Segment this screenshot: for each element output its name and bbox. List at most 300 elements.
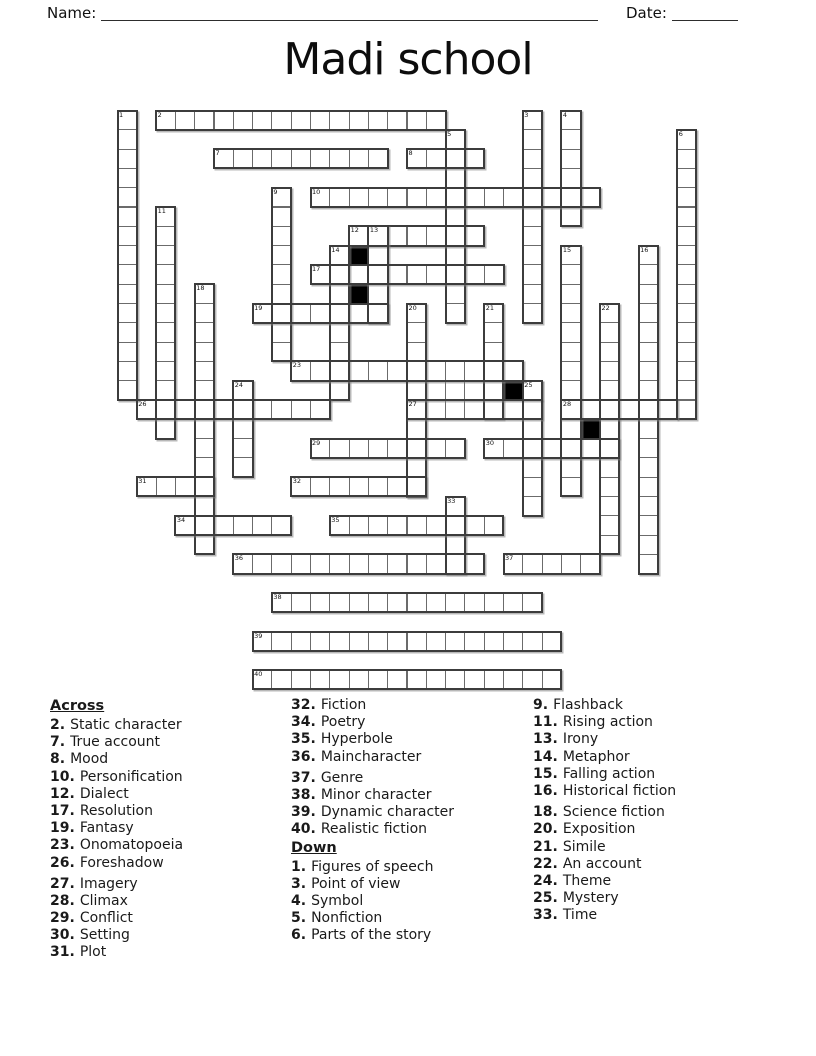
clue-number: 14. <box>533 748 558 765</box>
grid-cell <box>445 515 465 535</box>
grid-cell <box>329 187 349 207</box>
grid-cell <box>329 303 349 323</box>
grid-cell <box>117 226 137 246</box>
grid-cell <box>600 515 620 535</box>
grid-cell <box>484 380 504 400</box>
grid-cell <box>561 149 581 169</box>
grid-cell <box>156 342 176 362</box>
grid-cell <box>310 110 330 130</box>
grid-cell <box>561 187 581 207</box>
clue-number: 34. <box>291 714 316 731</box>
clue-item <box>50 876 290 893</box>
grid-cell <box>310 670 330 690</box>
grid-cell <box>407 380 427 400</box>
grid-cell <box>445 168 465 188</box>
grid-cell <box>387 670 407 690</box>
grid-cell <box>349 593 369 613</box>
grid-cell <box>117 149 137 169</box>
cell-number: 26 <box>138 400 147 408</box>
cell-number: 28 <box>562 400 572 408</box>
grid-cell <box>522 149 542 169</box>
clue-number: 27. <box>50 875 75 892</box>
grid-cell <box>638 400 658 420</box>
clue-number: 28. <box>50 892 75 909</box>
grid-cell <box>252 110 272 130</box>
clue-number: 26. <box>50 854 75 871</box>
grid-cell <box>464 593 484 613</box>
grid-cell <box>387 226 407 246</box>
grid-cell <box>677 264 697 284</box>
grid-cell <box>214 400 234 420</box>
clue-text: Mystery <box>562 890 619 907</box>
grid-cell <box>426 226 446 246</box>
grid-cell <box>484 670 504 690</box>
clue-item <box>533 890 773 907</box>
grid-cell <box>387 187 407 207</box>
clue-item <box>533 749 773 766</box>
grid-cell <box>329 149 349 169</box>
clue-number: 6. <box>291 927 307 944</box>
clue-number: 15. <box>533 765 558 782</box>
clue-item <box>291 714 531 731</box>
grid-cell <box>291 400 311 420</box>
grid-cell <box>329 631 349 651</box>
clue-item <box>533 856 773 873</box>
cell-number: 6 <box>678 129 683 138</box>
grid-cell <box>349 631 369 651</box>
grid-cell <box>638 554 658 574</box>
clue-number: 4. <box>291 892 307 909</box>
grid-cell <box>561 438 581 458</box>
clue-column-middle <box>291 697 531 944</box>
clue-item <box>50 717 290 734</box>
grid-cell <box>194 361 214 381</box>
clue-item <box>533 766 773 783</box>
clue-number: 36. <box>291 748 316 765</box>
clue-text: Plot <box>79 944 107 961</box>
clue-number: 25. <box>533 890 558 907</box>
grid-cell <box>677 187 697 207</box>
grid-cell <box>600 361 620 381</box>
grid-cell <box>194 303 214 323</box>
clue-item <box>533 907 773 924</box>
grid-cell <box>677 245 697 265</box>
grid-cell <box>503 670 523 690</box>
grid-cell <box>194 419 214 439</box>
clue-item <box>291 770 531 787</box>
clue-number: 29. <box>50 910 75 927</box>
grid-cell <box>522 264 542 284</box>
clue-item <box>50 751 290 768</box>
grid-cell <box>542 631 562 651</box>
clue-item <box>291 859 531 876</box>
clue-number: 21. <box>533 838 558 855</box>
grid-cell <box>426 515 446 535</box>
grid-cell <box>522 496 542 516</box>
clue-number: 10. <box>50 768 75 785</box>
black-cell <box>349 245 369 265</box>
cell-number: 5 <box>447 129 452 138</box>
grid-cell <box>445 207 465 227</box>
grid-cell <box>291 670 311 690</box>
cell-number: 16 <box>640 245 649 254</box>
grid-cell <box>445 149 465 169</box>
cell-number: 32 <box>292 477 301 486</box>
clue-number: 38. <box>291 786 316 803</box>
grid-cell <box>503 361 523 381</box>
grid-cell <box>445 380 465 400</box>
grid-cell <box>252 149 272 169</box>
crossword-grid <box>117 110 699 692</box>
grid-cell <box>194 438 214 458</box>
clue-item <box>291 787 531 804</box>
grid-cell <box>117 380 137 400</box>
name-label: Name: <box>47 4 97 22</box>
clue-item <box>291 749 531 766</box>
grid-cell <box>484 515 504 535</box>
grid-cell <box>156 226 176 246</box>
grid-cell <box>349 303 369 323</box>
grid-cell <box>368 303 388 323</box>
grid-cell <box>368 361 388 381</box>
clue-item <box>533 731 773 748</box>
cell-number: 12 <box>350 226 359 235</box>
clue-number: 3. <box>291 875 307 892</box>
clue-number: 1. <box>291 858 307 875</box>
grid-cell <box>117 168 137 188</box>
grid-cell <box>156 303 176 323</box>
clue-text: Simile <box>562 838 606 855</box>
grid-cell <box>445 438 465 458</box>
grid-cell <box>580 187 600 207</box>
grid-cell <box>445 187 465 207</box>
clue-text: Science fiction <box>562 804 665 821</box>
grid-cell <box>638 457 658 477</box>
grid-cell <box>638 496 658 516</box>
grid-cell <box>561 129 581 149</box>
grid-cell <box>600 380 620 400</box>
grid-cell <box>271 554 291 574</box>
grid-cell <box>329 361 349 381</box>
clue-text: True account <box>70 734 161 751</box>
grid-cell <box>561 477 581 497</box>
grid-cell <box>522 187 542 207</box>
grid-cell <box>349 670 369 690</box>
clue-number: 32. <box>291 697 316 713</box>
grid-cell <box>445 284 465 304</box>
clue-text: Parts of the story <box>311 927 432 944</box>
grid-cell <box>368 149 388 169</box>
grid-cell <box>638 515 658 535</box>
grid-cell <box>117 342 137 362</box>
grid-cell <box>271 342 291 362</box>
grid-cell <box>117 322 137 342</box>
grid-cell <box>310 631 330 651</box>
grid-cell <box>445 593 465 613</box>
grid-cell <box>407 593 427 613</box>
grid-cell <box>522 226 542 246</box>
grid-cell <box>117 264 137 284</box>
cell-number: 11 <box>157 207 166 215</box>
grid-cell <box>426 438 446 458</box>
grid-cell <box>445 245 465 265</box>
grid-cell <box>368 670 388 690</box>
grid-cell <box>638 342 658 362</box>
clue-text: Poetry <box>320 714 366 731</box>
clue-text: Foreshadow <box>79 854 164 871</box>
grid-cell <box>638 438 658 458</box>
grid-cell <box>445 303 465 323</box>
grid-cell <box>233 515 253 535</box>
grid-cell <box>349 438 369 458</box>
grid-cell <box>156 419 176 439</box>
clue-number: 18. <box>533 804 558 821</box>
grid-cell <box>368 515 388 535</box>
grid-cell <box>271 207 291 227</box>
grid-cell <box>464 380 484 400</box>
grid-cell <box>368 245 388 265</box>
grid-cell <box>349 187 369 207</box>
cell-number: 21 <box>485 303 494 312</box>
grid-cell <box>638 477 658 497</box>
grid-cell <box>117 207 137 227</box>
grid-cell <box>600 535 620 555</box>
clue-item <box>291 697 531 714</box>
clue-number: 16. <box>533 782 558 799</box>
clue-number: 5. <box>291 910 307 927</box>
grid-cell <box>291 631 311 651</box>
clue-item <box>291 876 531 893</box>
clue-number: 31. <box>50 944 75 961</box>
grid-cell <box>407 361 427 381</box>
clue-number: 35. <box>291 731 316 748</box>
clue-text: Metaphor <box>562 748 630 765</box>
grid-cell <box>407 477 427 497</box>
cell-number: 37 <box>505 554 514 563</box>
clue-column-across <box>50 697 290 962</box>
grid-cell <box>677 342 697 362</box>
clue-text: Symbol <box>311 892 364 909</box>
grid-cell <box>677 361 697 381</box>
grid-cell <box>638 264 658 284</box>
grid-cell <box>561 457 581 477</box>
clue-text: Hyperbole <box>320 731 393 748</box>
grid-cell <box>407 226 427 246</box>
clue-item <box>533 783 773 800</box>
grid-cell <box>387 631 407 651</box>
grid-cell <box>194 457 214 477</box>
grid-cell <box>561 322 581 342</box>
date-label: Date: <box>626 4 667 22</box>
cell-number: 3 <box>524 110 529 119</box>
grid-cell <box>600 322 620 342</box>
grid-cell <box>233 438 253 458</box>
cell-number: 13 <box>369 226 379 235</box>
grid-cell <box>464 149 484 169</box>
grid-cell <box>156 361 176 381</box>
clue-text: Dynamic character <box>320 804 455 821</box>
grid-cell <box>503 187 523 207</box>
grid-cell <box>310 361 330 381</box>
grid-cell <box>387 554 407 574</box>
clue-item <box>291 804 531 821</box>
cell-number: 29 <box>312 438 321 447</box>
clue-text: Theme <box>562 872 612 889</box>
grid-cell <box>214 515 234 535</box>
grid-cell <box>484 342 504 362</box>
grid-cell <box>349 477 369 497</box>
grid-cell <box>310 554 330 574</box>
grid-cell <box>407 457 427 477</box>
grid-cell <box>542 187 562 207</box>
grid-cell <box>426 361 446 381</box>
grid-cell <box>233 149 253 169</box>
clue-text: Dialect <box>79 785 129 802</box>
grid-cell <box>638 303 658 323</box>
grid-cell <box>561 361 581 381</box>
grid-cell <box>638 322 658 342</box>
grid-cell <box>561 342 581 362</box>
grid-cell <box>677 400 697 420</box>
grid-cell <box>156 322 176 342</box>
clue-item <box>291 893 531 910</box>
grid-cell <box>464 515 484 535</box>
cell-number: 36 <box>234 554 244 563</box>
cell-number: 40 <box>254 670 263 679</box>
grid-cell <box>310 477 330 497</box>
clue-list-header: Down <box>291 839 337 856</box>
cell-number: 10 <box>312 187 321 196</box>
grid-cell <box>368 631 388 651</box>
grid-cell <box>522 129 542 149</box>
grid-cell <box>503 631 523 651</box>
grid-cell <box>233 457 253 477</box>
cell-number: 8 <box>408 149 413 158</box>
grid-cell <box>271 226 291 246</box>
cell-number: 33 <box>447 496 456 505</box>
grid-cell <box>407 670 427 690</box>
cell-number: 1 <box>119 110 124 119</box>
grid-cell <box>387 515 407 535</box>
clue-item <box>533 804 773 821</box>
black-cell <box>349 284 369 304</box>
grid-cell <box>310 400 330 420</box>
clue-text: Rising action <box>562 714 653 731</box>
grid-cell <box>677 207 697 227</box>
grid-cell <box>194 535 214 555</box>
grid-cell <box>561 303 581 323</box>
grid-cell <box>484 593 504 613</box>
grid-cell <box>329 264 349 284</box>
grid-cell <box>522 168 542 188</box>
clue-number: 22. <box>533 855 558 872</box>
grid-cell <box>329 438 349 458</box>
grid-cell <box>561 168 581 188</box>
grid-cell <box>349 515 369 535</box>
clue-text: Falling action <box>562 765 656 782</box>
clue-text: Time <box>562 907 598 924</box>
clue-text: Exposition <box>562 821 636 838</box>
grid-cell <box>561 419 581 439</box>
grid-cell <box>387 438 407 458</box>
grid-cell <box>407 631 427 651</box>
grid-cell <box>580 438 600 458</box>
clue-item <box>533 839 773 856</box>
grid-cell <box>117 129 137 149</box>
grid-cell <box>368 438 388 458</box>
clue-number: 2. <box>50 717 66 733</box>
clue-text: Fiction <box>320 697 367 713</box>
clue-text: Resolution <box>79 802 153 819</box>
grid-cell <box>349 361 369 381</box>
grid-cell <box>522 670 542 690</box>
clue-item <box>50 837 290 854</box>
clue-list-header: Across <box>50 698 105 714</box>
grid-cell <box>542 670 562 690</box>
clue-number: 24. <box>533 872 558 889</box>
grid-cell <box>117 303 137 323</box>
grid-cell <box>407 419 427 439</box>
grid-cell <box>117 284 137 304</box>
grid-cell <box>522 400 542 420</box>
clue-number: 40. <box>291 821 316 838</box>
grid-cell <box>175 477 195 497</box>
grid-cell <box>194 110 214 130</box>
grid-cell <box>329 322 349 342</box>
grid-cell <box>522 593 542 613</box>
grid-cell <box>580 554 600 574</box>
grid-cell <box>445 264 465 284</box>
clue-item <box>50 769 290 786</box>
cell-number: 15 <box>562 245 572 254</box>
clue-item <box>533 873 773 890</box>
grid-cell <box>426 187 446 207</box>
grid-cell <box>484 400 504 420</box>
grid-cell <box>677 149 697 169</box>
clue-number: 33. <box>533 907 558 924</box>
grid-cell <box>600 496 620 516</box>
grid-cell <box>522 419 542 439</box>
clue-item <box>533 697 773 714</box>
grid-cell <box>638 284 658 304</box>
grid-cell <box>349 264 369 284</box>
clue-item <box>50 855 290 872</box>
grid-cell <box>310 593 330 613</box>
grid-cell <box>368 187 388 207</box>
grid-cell <box>329 477 349 497</box>
grid-cell <box>349 149 369 169</box>
grid-cell <box>561 380 581 400</box>
grid-cell <box>522 284 542 304</box>
clue-text: Nonfiction <box>311 910 383 927</box>
grid-cell <box>368 554 388 574</box>
grid-cell <box>368 284 388 304</box>
grid-cell <box>329 380 349 400</box>
grid-cell <box>638 380 658 400</box>
grid-cell <box>329 110 349 130</box>
grid-cell <box>252 515 272 535</box>
grid-cell <box>445 535 465 555</box>
grid-cell <box>677 303 697 323</box>
clue-item <box>533 821 773 838</box>
grid-cell <box>291 554 311 574</box>
clue-text: Maincharacter <box>320 748 422 765</box>
grid-cell <box>387 593 407 613</box>
grid-cell <box>329 342 349 362</box>
puzzle-title: Madi school <box>283 34 533 85</box>
grid-cell <box>117 187 137 207</box>
grid-cell <box>271 149 291 169</box>
